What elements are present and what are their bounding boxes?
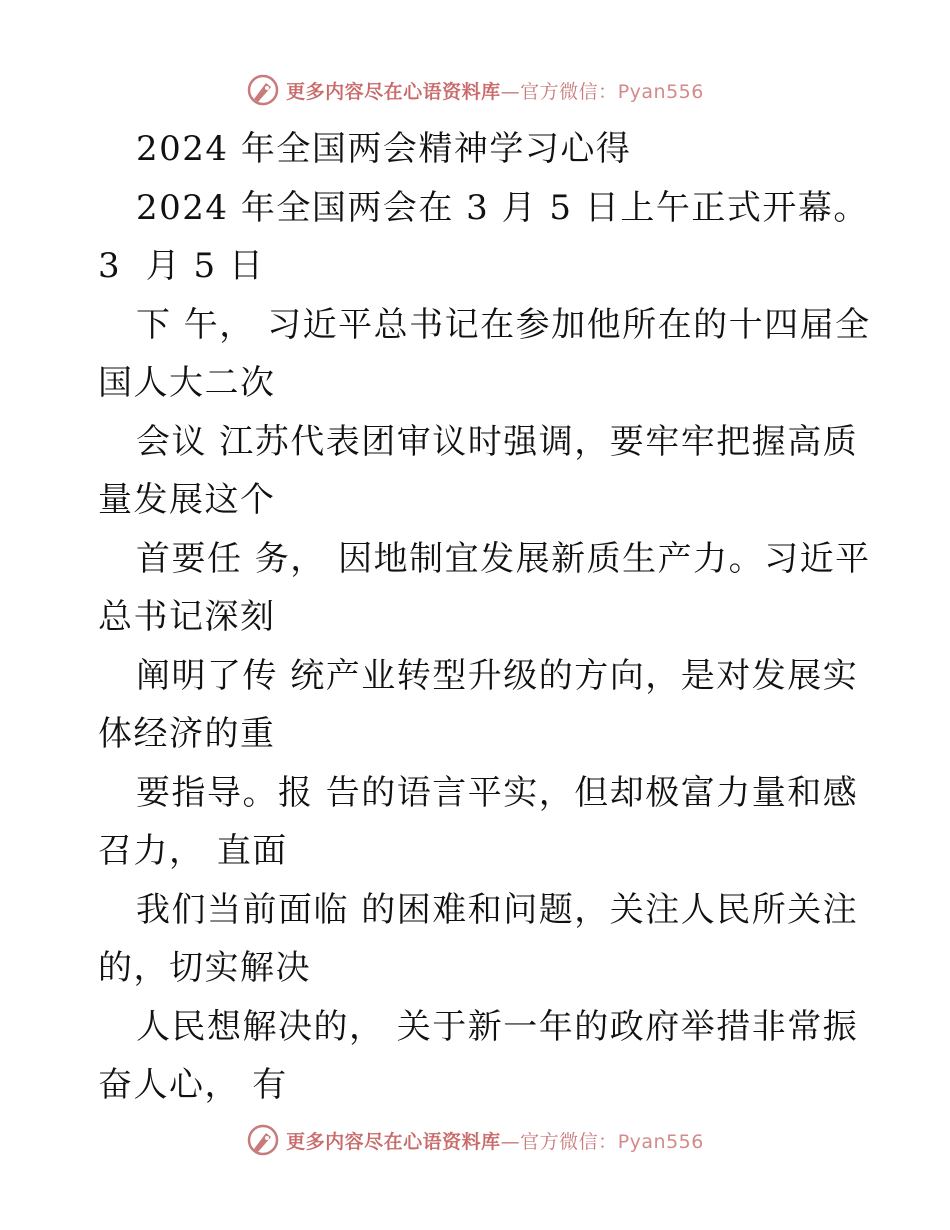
watermark-dash: —官方微信：: [500, 1130, 618, 1153]
watermark-dash: —官方微信：: [500, 80, 618, 103]
paragraph-line: 下 午， 习近平总书记在参加他所在的十四届全: [136, 304, 871, 345]
paragraph-line: 我们当前面临 的困难和问题，关注人民所关注: [136, 889, 859, 930]
paragraph-line: 阐明了传 统产业转型升级的方向，是对发展实: [136, 655, 859, 696]
paragraph-line: 召力， 直面: [98, 831, 288, 871]
paragraph-line: 首要任 务， 因地制宜发展新质生产力。习近平: [136, 538, 871, 579]
header-watermark: [0, 70, 950, 110]
watermark-brand: 更多内容尽在心语资料库: [286, 1130, 501, 1153]
paragraph-line: 总书记深刻: [98, 597, 276, 637]
document-body: [98, 120, 871, 1115]
paragraph-line: 国人大二次: [98, 363, 276, 403]
paragraph-line: 的，切实解决: [98, 948, 311, 988]
paragraph-line: 要指导。报 告的语言平实，但却极富力量和感: [136, 772, 859, 813]
paragraph-line: 2024 年全国两会精神学习心得: [136, 129, 632, 169]
paragraph-line: 3 月 5 日: [98, 246, 265, 286]
paragraph-line: 体经济的重: [98, 714, 276, 754]
watermark-text: [286, 77, 704, 104]
paragraph-line: 2024 年全国两会在 3 月 5 日上午正式开幕。: [136, 187, 869, 228]
pen-nib-logo-icon: [246, 73, 280, 107]
watermark-wechat-id: Pyan556: [617, 80, 704, 103]
footer-watermark: [0, 1120, 950, 1160]
pen-nib-logo-icon: [246, 1123, 280, 1157]
paragraph-line: 会议 江苏代表团审议时强调，要牢牢把握高质: [136, 421, 859, 462]
paragraph-line: 人民想解决的， 关于新一年的政府举措非常振: [136, 1006, 859, 1047]
watermark-brand: 更多内容尽在心语资料库: [286, 80, 501, 103]
paragraph-line: 量发展这个: [98, 480, 276, 520]
watermark-wechat-id: Pyan556: [617, 1130, 704, 1153]
paragraph-line: 奋人心， 有: [98, 1065, 288, 1105]
watermark-text: [286, 1127, 704, 1154]
